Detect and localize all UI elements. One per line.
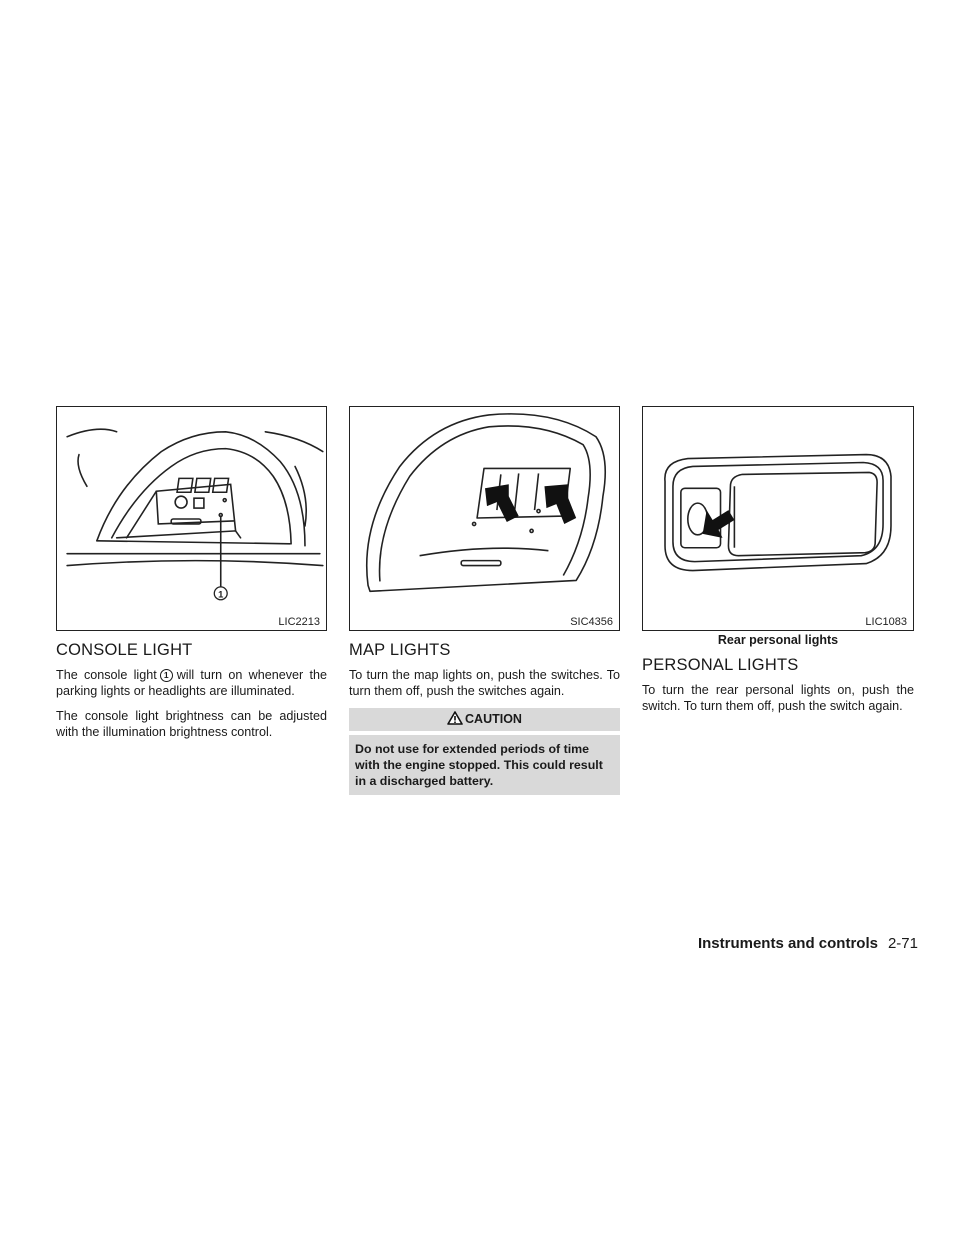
caution-title: CAUTION [465, 712, 522, 726]
console-light-illustration [57, 407, 326, 630]
figure-code: LIC2213 [278, 616, 320, 628]
personal-lights-illustration [643, 407, 913, 630]
figure-code: SIC4356 [570, 616, 613, 628]
figure-caption: Rear personal lights [717, 633, 839, 647]
console-light-column [56, 406, 327, 749]
console-light-figure [56, 406, 327, 631]
personal-lights-heading: PERSONAL LIGHTS [642, 656, 799, 674]
page-number: 2-71 [887, 935, 918, 952]
console-p1-end: will turn on whenever the parking lights or headlights are illuminated. [56, 668, 327, 698]
warning-triangle-icon [447, 711, 463, 725]
caution-box [349, 708, 620, 795]
footer-section-title: Instruments and controls [697, 935, 878, 952]
caution-text: Do not use for extended periods of time with the engine stopped. This could result in a discharged battery. [355, 742, 603, 788]
console-light-heading: CONSOLE LIGHT [56, 641, 193, 659]
console-light-paragraph-1 [56, 667, 327, 699]
callout-1-marker: 1 [160, 669, 173, 682]
page-footer [0, 935, 918, 952]
map-lights-column [349, 406, 620, 795]
personal-lights-paragraph: To turn the rear personal lights on, push the switch. To turn them off, push the switch again. [642, 683, 914, 713]
console-light-paragraph-2: The console light brightness can be adjusted with the illumination brightness control. [56, 709, 327, 739]
map-lights-paragraph: To turn the map lights on, push the switches. To turn them off, push the switches again. [349, 668, 620, 698]
console-callout-number: 1 [218, 588, 224, 600]
personal-lights-figure [642, 406, 914, 631]
figure-code: LIC1083 [865, 616, 907, 628]
personal-lights-column [642, 406, 914, 723]
map-lights-illustration [350, 407, 619, 630]
map-lights-figure [349, 406, 620, 631]
console-p1-start: The console light [56, 668, 157, 682]
caution-header [349, 708, 620, 733]
map-lights-heading: MAP LIGHTS [349, 641, 451, 659]
